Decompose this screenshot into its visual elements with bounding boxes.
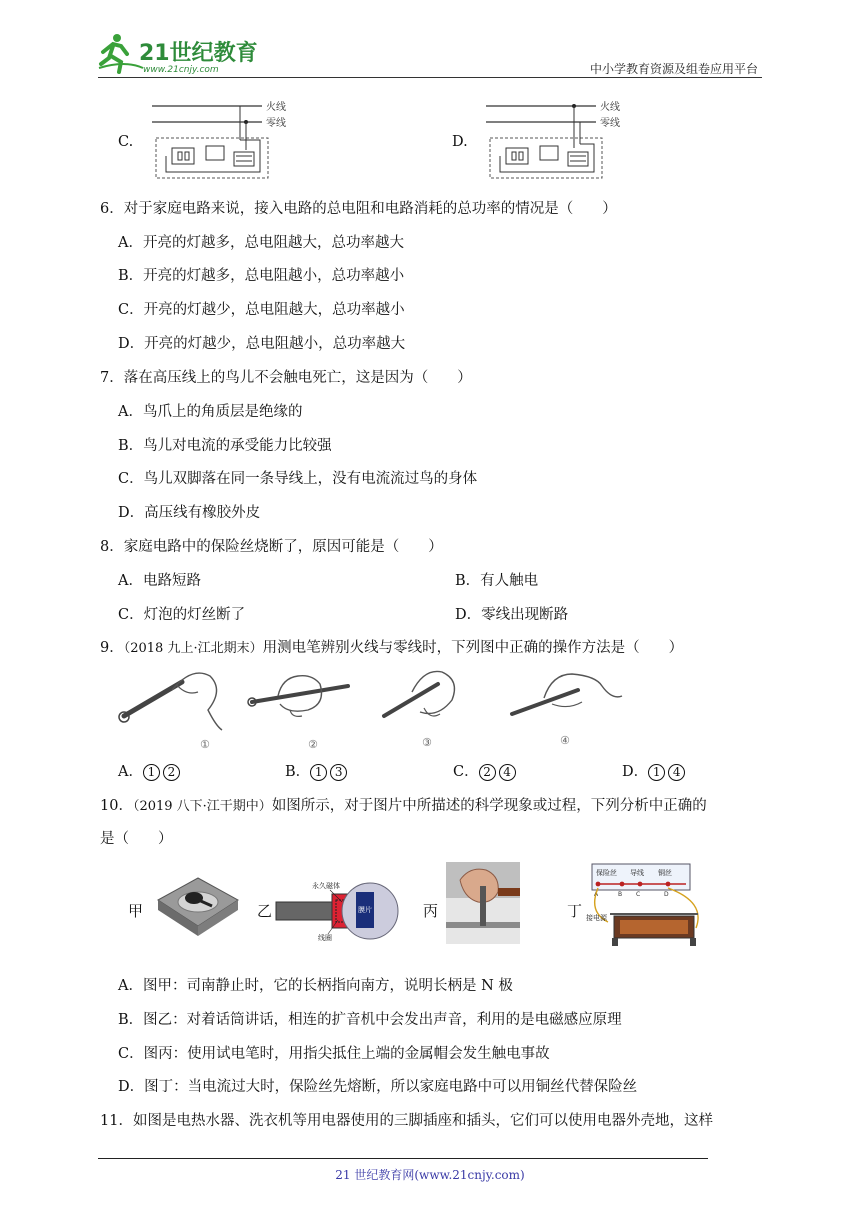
q6-stem: 6．对于家庭电路来说，接入电路的总电阻和电路消耗的总功率的情况是（ ） — [100, 201, 617, 217]
q9-option-d-letter: D． — [622, 764, 649, 780]
q7-option-c[interactable]: C．鸟儿双脚落在同一条导线上，没有电流流过鸟的身体 — [118, 471, 478, 487]
q8-option-d[interactable]: D．零线出现断路 — [455, 607, 569, 623]
q5-option-d-label: D. — [452, 134, 468, 150]
q9-figure-4-label: ④ — [560, 734, 570, 747]
q9-source: （2018 九上·江北期末） — [123, 641, 263, 656]
q9-figure-4 — [512, 674, 622, 747]
q11-stem: 11．如图是电热水器、洗衣机等用电器使用的三脚插座和插头，它们可以使用电器外壳地，这样 — [100, 1113, 713, 1129]
q10-fuse-circuit-figure — [586, 862, 712, 948]
q9-option-d-num-1: 1 — [648, 764, 665, 781]
q9-option-a-letter: A． — [118, 764, 143, 780]
q9-option-b-num-2: 3 — [330, 764, 347, 781]
q9-figure-1-label: ① — [200, 738, 210, 751]
q7-option-a[interactable]: A．鸟爪上的角质层是绝缘的 — [118, 404, 303, 420]
q9-option-d-num-2: 4 — [668, 764, 685, 781]
q8-option-a[interactable]: A．电路短路 — [118, 573, 201, 589]
q9-option-b-letter: B． — [285, 764, 311, 780]
q7-stem: 7．落在高压线上的鸟儿不会触电死亡，这是因为（ ） — [100, 370, 472, 386]
q10-fig-ding-label: 丁 — [567, 902, 583, 920]
q9-figure-3 — [384, 671, 454, 749]
q9-option-c[interactable] — [453, 760, 519, 781]
q9-option-b[interactable] — [285, 760, 350, 781]
q5-circuit-c-diagram — [150, 98, 300, 182]
header-divider — [98, 77, 762, 78]
fire-line-label: 火线 — [600, 102, 620, 113]
fire-line-label: 火线 — [266, 102, 286, 113]
point-d-label: D — [664, 891, 669, 898]
q10-sinan-figure — [150, 872, 240, 944]
q7-option-d[interactable]: D．高压线有橡胶外皮 — [118, 505, 261, 521]
q9-stem: 用测电笔辨别火线与零线时，下列图中正确的操作方法是（ ） — [262, 640, 684, 656]
logo-text: 21世纪教育 — [139, 41, 258, 66]
q9-number: 9． — [100, 640, 124, 656]
q5-circuit-d-diagram — [484, 98, 634, 182]
q8-stem: 8．家庭电路中的保险丝烧断了，原因可能是（ ） — [100, 539, 443, 555]
q5-option-c-label: C. — [118, 134, 134, 150]
point-c-label: C — [636, 891, 641, 898]
q10-number: 10． — [100, 798, 133, 814]
q9-figure-3-label: ③ — [422, 736, 432, 749]
q10-microphone-figure — [272, 874, 404, 946]
q9-test-pen-figures — [112, 660, 642, 752]
q9-option-a[interactable] — [118, 760, 183, 781]
q9-option-c-letter: C． — [453, 764, 479, 780]
microphone-coil-label: 线圈 — [318, 934, 332, 942]
q10-option-a[interactable]: A．图甲：司南静止时，它的长柄指向南方，说明长柄是 N 极 — [118, 978, 513, 994]
q10-fig-bing-label: 丙 — [423, 902, 439, 920]
header-platform-text: 中小学教育资源及组卷应用平台 — [589, 62, 758, 76]
q10-stem-line-2: 是（ ） — [100, 831, 173, 847]
q9-figure-1 — [119, 673, 222, 751]
q9-figure-2 — [248, 676, 348, 751]
q9-figure-2-label: ② — [308, 738, 318, 751]
point-b-label: B — [618, 891, 623, 898]
q10-fig-jia-label: 甲 — [128, 902, 144, 920]
copper-label: 铜丝 — [658, 869, 672, 877]
wire-label: 导线 — [630, 869, 644, 877]
q10-option-d[interactable]: D．图丁：当电流过大时，保险丝先熔断，所以家庭电路中可以用铜丝代替保险丝 — [118, 1079, 638, 1095]
q9-option-c-num-2: 4 — [499, 764, 516, 781]
q8-option-b[interactable]: B．有人触电 — [455, 573, 539, 589]
q10-fig-yi-label: 乙 — [257, 902, 273, 920]
zero-line-label: 零线 — [266, 118, 286, 129]
site-logo — [95, 30, 265, 76]
microphone-diaphragm-label: 膜片 — [358, 906, 372, 914]
zero-line-label: 零线 — [600, 118, 620, 129]
q9-option-d[interactable] — [622, 760, 688, 781]
q9-option-b-num-1: 1 — [310, 764, 327, 781]
q9-option-a-num-2: 2 — [163, 764, 180, 781]
microphone-magnet-label: 永久磁体 — [312, 882, 340, 890]
q10-stem-line-1 — [100, 794, 707, 815]
q8-option-c[interactable]: C．灯泡的灯丝断了 — [118, 607, 246, 623]
power-label: 接电源 — [586, 914, 607, 922]
q9-option-a-num-1: 1 — [143, 764, 160, 781]
q7-option-b[interactable]: B．鸟儿对电流的承受能力比较强 — [118, 438, 332, 454]
q6-option-d[interactable]: D．开亮的灯越少，总电阻越小，总功率越大 — [118, 336, 406, 352]
q6-option-c[interactable]: C．开亮的灯越少，总电阻越大，总功率越小 — [118, 302, 405, 318]
point-a-label: A — [594, 891, 599, 898]
q10-option-c[interactable]: C．图丙：使用试电笔时，用指尖抵住上端的金属帽会发生触电事故 — [118, 1046, 550, 1062]
footer-divider — [98, 1158, 708, 1159]
logo-url: www.21cnjy.com — [143, 65, 219, 75]
q10-test-pen-photo — [446, 862, 520, 944]
q10-option-b[interactable]: B．图乙：对着话筒讲话，相连的扩音机中会发出声音，利用的是电磁感应原理 — [118, 1012, 622, 1028]
q9-option-c-num-1: 2 — [479, 764, 496, 781]
q10-stem: 如图所示，对于图片中所描述的科学现象或过程，下列分析中正确的 — [271, 798, 707, 814]
q10-source: （2019 八下·江干期中） — [132, 799, 272, 814]
fuse-label: 保险丝 — [596, 869, 617, 877]
q6-option-b[interactable]: B．开亮的灯越多，总电阻越小，总功率越小 — [118, 268, 405, 284]
q9-stem-line — [100, 636, 683, 657]
footer-text: 21 世纪教育网(www.21cnjy.com) — [335, 1168, 525, 1182]
q6-option-a[interactable]: A．开亮的灯越多，总电阻越大，总功率越大 — [118, 235, 404, 251]
